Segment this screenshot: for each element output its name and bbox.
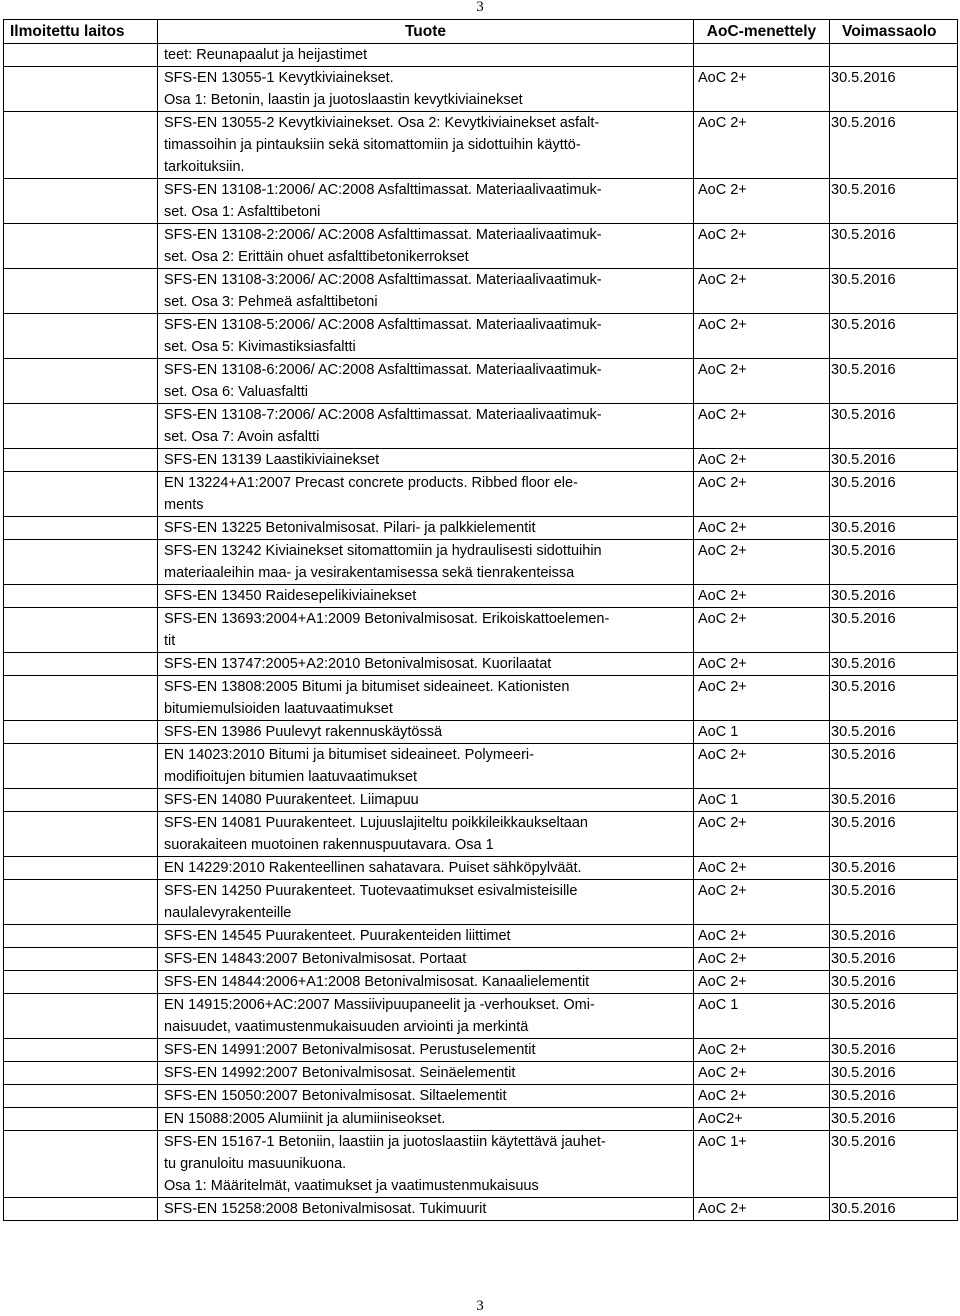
tuote-cell xyxy=(158,1198,694,1221)
tuote-cell xyxy=(158,676,694,721)
tuote-line: set. Osa 6: Valuasfaltti xyxy=(164,384,308,400)
laitos-cell xyxy=(4,359,158,404)
tuote-line: materiaaleihin maa- ja vesirakentamisessa sekä tienrakenteissa xyxy=(164,565,575,581)
aoc-cell: AoC 1 xyxy=(694,994,830,1039)
aoc-cell: AoC 2+ xyxy=(694,179,830,224)
table-row xyxy=(4,994,958,1039)
tuote-line: Osa 1: Määritelmät, vaatimukset ja vaatimustenmukaisuus xyxy=(164,1178,539,1194)
aoc-cell: AoC 2+ xyxy=(694,925,830,948)
tuote-line: SFS-EN 13108-7:2006/ AC:2008 Asfalttimassat. Materiaalivaatimuk- xyxy=(164,407,602,423)
aoc-cell: AoC 2+ xyxy=(694,540,830,585)
voimassaolo-cell: 30.5.2016 xyxy=(830,994,958,1039)
table-row xyxy=(4,1062,958,1085)
voimassaolo-cell: 30.5.2016 xyxy=(830,1062,958,1085)
tuote-line: SFS-EN 14992:2007 Betonivalmisosat. Seinäelementit xyxy=(164,1065,516,1081)
tuote-cell xyxy=(158,359,694,404)
aoc-cell: AoC 2+ xyxy=(694,269,830,314)
table-row xyxy=(4,179,958,224)
voimassaolo-cell: 30.5.2016 xyxy=(830,517,958,540)
voimassaolo-cell: 30.5.2016 xyxy=(830,112,958,179)
tuote-cell xyxy=(158,948,694,971)
tuote-line: SFS-EN 13108-6:2006/ AC:2008 Asfalttimassat. Materiaalivaatimuk- xyxy=(164,362,602,378)
tuote-line: SFS-EN 13225 Betonivalmisosat. Pilari- ja palkkielementit xyxy=(164,520,536,536)
laitos-cell xyxy=(4,608,158,653)
laitos-cell xyxy=(4,472,158,517)
tuote-cell xyxy=(158,857,694,880)
tuote-line: set. Osa 5: Kivimastiksiasfaltti xyxy=(164,339,356,355)
voimassaolo-cell: 30.5.2016 xyxy=(830,540,958,585)
header-laitos: Ilmoitettu laitos xyxy=(4,20,158,44)
tuote-cell xyxy=(158,721,694,744)
voimassaolo-cell: 30.5.2016 xyxy=(830,1039,958,1062)
tuote-line: SFS-EN 14081 Puurakenteet. Lujuuslajiteltu poikkileikkaukseltaan xyxy=(164,815,588,831)
laitos-cell xyxy=(4,1039,158,1062)
aoc-cell: AoC 2+ xyxy=(694,857,830,880)
aoc-cell: AoC 2+ xyxy=(694,224,830,269)
tuote-line: teet: Reunapaalut ja heijastimet xyxy=(164,47,368,63)
tuote-cell xyxy=(158,812,694,857)
voimassaolo-cell: 30.5.2016 xyxy=(830,676,958,721)
tuote-cell xyxy=(158,1131,694,1198)
aoc-cell: AoC 1 xyxy=(694,721,830,744)
tuote-line: SFS-EN 13055-1 Kevytkiviainekset. xyxy=(164,70,394,86)
aoc-cell: AoC 2+ xyxy=(694,112,830,179)
tuote-cell xyxy=(158,880,694,925)
aoc-cell: AoC 2+ xyxy=(694,948,830,971)
tuote-cell xyxy=(158,994,694,1039)
tuote-line: SFS-EN 14250 Puurakenteet. Tuotevaatimukset esivalmisteisille xyxy=(164,883,578,899)
voimassaolo-cell: 30.5.2016 xyxy=(830,472,958,517)
page-number-bottom: 3 xyxy=(476,1298,484,1314)
laitos-cell xyxy=(4,721,158,744)
tuote-line: SFS-EN 13055-2 Kevytkiviainekset. Osa 2: Kevytkiviainekset asfalt- xyxy=(164,115,600,131)
table-row xyxy=(4,789,958,812)
voimassaolo-cell: 30.5.2016 xyxy=(830,67,958,112)
voimassaolo-cell: 30.5.2016 xyxy=(830,314,958,359)
tuote-line: timassoihin ja pintauksiin sekä sitomattomiin ja sidottuihin käyttö- xyxy=(164,137,581,153)
voimassaolo-cell: 30.5.2016 xyxy=(830,789,958,812)
table-row xyxy=(4,880,958,925)
aoc-cell xyxy=(694,44,830,67)
tuote-cell xyxy=(158,971,694,994)
table-row xyxy=(4,1085,958,1108)
tuote-cell xyxy=(158,925,694,948)
voimassaolo-cell: 30.5.2016 xyxy=(830,812,958,857)
tuote-line: SFS-EN 13450 Raidesepelikiviainekset xyxy=(164,588,417,604)
voimassaolo-cell: 30.5.2016 xyxy=(830,269,958,314)
aoc-cell: AoC 2+ xyxy=(694,608,830,653)
tuote-line: set. Osa 2: Erittäin ohuet asfalttibetonikerrokset xyxy=(164,249,469,265)
tuote-cell xyxy=(158,472,694,517)
aoc-cell: AoC 2+ xyxy=(694,1198,830,1221)
table-row xyxy=(4,44,958,67)
table-row xyxy=(4,404,958,449)
tuote-line: suorakaiteen muotoinen rakennuspuutavara. Osa 1 xyxy=(164,837,494,853)
tuote-line: SFS-EN 15167-1 Betoniin, laastiin ja juotoslaastiin käytettävä jauhet- xyxy=(164,1134,606,1150)
tuote-line: naulalevyrakenteille xyxy=(164,905,292,921)
aoc-cell: AoC 2+ xyxy=(694,971,830,994)
tuote-line: EN 13224+A1:2007 Precast concrete products. Ribbed floor ele- xyxy=(164,475,578,491)
aoc-cell: AoC 2+ xyxy=(694,472,830,517)
tuote-line: EN 14915:2006+AC:2007 Massiivipuupaneelit ja -verhoukset. Omi- xyxy=(164,997,595,1013)
tuote-line: SFS-EN 13986 Puulevyt rakennuskäytössä xyxy=(164,724,443,740)
laitos-cell xyxy=(4,948,158,971)
laitos-cell xyxy=(4,269,158,314)
laitos-cell xyxy=(4,653,158,676)
tuote-cell xyxy=(158,449,694,472)
tuote-line: SFS-EN 14991:2007 Betonivalmisosat. Perustuselementit xyxy=(164,1042,536,1058)
tuote-line: SFS-EN 13242 Kiviainekset sitomattomiin ja hydraulisesti sidottuihin xyxy=(164,543,602,559)
aoc-cell: AoC 2+ xyxy=(694,1039,830,1062)
tuote-line: modifioitujen bitumien laatuvaatimukset xyxy=(164,769,418,785)
aoc-cell: AoC 2+ xyxy=(694,585,830,608)
voimassaolo-cell: 30.5.2016 xyxy=(830,1108,958,1131)
voimassaolo-cell: 30.5.2016 xyxy=(830,179,958,224)
voimassaolo-cell: 30.5.2016 xyxy=(830,857,958,880)
tuote-cell xyxy=(158,404,694,449)
laitos-cell xyxy=(4,744,158,789)
voimassaolo-cell xyxy=(830,44,958,67)
tuote-cell xyxy=(158,1039,694,1062)
table-body xyxy=(4,44,958,1221)
table-row xyxy=(4,540,958,585)
laitos-cell xyxy=(4,1085,158,1108)
aoc-cell: AoC 2+ xyxy=(694,449,830,472)
laitos-cell xyxy=(4,857,158,880)
tuote-cell xyxy=(158,540,694,585)
tuote-line: SFS-EN 13139 Laastikiviainekset xyxy=(164,452,380,468)
tuote-line: set. Osa 7: Avoin asfaltti xyxy=(164,429,320,445)
laitos-cell xyxy=(4,880,158,925)
tuote-line: SFS-EN 13108-1:2006/ AC:2008 Asfalttimassat. Materiaalivaatimuk- xyxy=(164,182,602,198)
tuote-cell xyxy=(158,653,694,676)
voimassaolo-cell: 30.5.2016 xyxy=(830,359,958,404)
laitos-cell xyxy=(4,994,158,1039)
tuote-cell xyxy=(158,1062,694,1085)
tuote-line: bitumiemulsioiden laatuvaatimukset xyxy=(164,701,393,717)
tuote-line: EN 15088:2005 Alumiinit ja alumiiniseokset. xyxy=(164,1111,446,1127)
table-row xyxy=(4,472,958,517)
aoc-cell: AoC 2+ xyxy=(694,67,830,112)
tuote-cell xyxy=(158,224,694,269)
voimassaolo-cell: 30.5.2016 xyxy=(830,585,958,608)
laitos-cell xyxy=(4,404,158,449)
laitos-cell xyxy=(4,449,158,472)
voimassaolo-cell: 30.5.2016 xyxy=(830,721,958,744)
table-row xyxy=(4,224,958,269)
aoc-cell: AoC 2+ xyxy=(694,314,830,359)
voimassaolo-cell: 30.5.2016 xyxy=(830,1085,958,1108)
tuote-line: naisuudet, vaatimustenmukaisuuden arviointi ja merkintä xyxy=(164,1019,529,1035)
tuote-line: Osa 1: Betonin, laastin ja juotoslaastin kevytkiviainekset xyxy=(164,92,523,108)
aoc-cell: AoC 2+ xyxy=(694,812,830,857)
table-row xyxy=(4,653,958,676)
header-voimassaolo: Voimassaolo xyxy=(830,20,958,44)
tuote-line: SFS-EN 14080 Puurakenteet. Liimapuu xyxy=(164,792,419,808)
laitos-cell xyxy=(4,925,158,948)
tuote-line: SFS-EN 14843:2007 Betonivalmisosat. Portaat xyxy=(164,951,467,967)
tuote-line: tarkoituksiin. xyxy=(164,159,245,175)
tuote-cell xyxy=(158,314,694,359)
aoc-cell: AoC 2+ xyxy=(694,1085,830,1108)
tuote-line: tit xyxy=(164,633,176,649)
voimassaolo-cell: 30.5.2016 xyxy=(830,744,958,789)
tuote-line: EN 14229:2010 Rakenteellinen sahatavara. Puiset sähköpylväät. xyxy=(164,860,582,876)
table-row xyxy=(4,449,958,472)
aoc-cell: AoC 2+ xyxy=(694,653,830,676)
laitos-cell xyxy=(4,1062,158,1085)
table-header-row xyxy=(4,20,958,44)
page-number-top: 3 xyxy=(476,0,484,15)
tuote-cell xyxy=(158,608,694,653)
table-row xyxy=(4,1198,958,1221)
table-row xyxy=(4,812,958,857)
tuote-line: SFS-EN 13108-5:2006/ AC:2008 Asfalttimassat. Materiaalivaatimuk- xyxy=(164,317,602,333)
table-row xyxy=(4,359,958,404)
aoc-cell: AoC 2+ xyxy=(694,404,830,449)
laitos-cell xyxy=(4,676,158,721)
tuote-line: set. Osa 1: Asfalttibetoni xyxy=(164,204,321,220)
table-row xyxy=(4,971,958,994)
tuote-line: SFS-EN 15258:2008 Betonivalmisosat. Tukimuurit xyxy=(164,1201,487,1217)
table-row xyxy=(4,721,958,744)
aoc-cell: AoC 2+ xyxy=(694,880,830,925)
voimassaolo-cell: 30.5.2016 xyxy=(830,449,958,472)
laitos-cell xyxy=(4,789,158,812)
tuote-cell xyxy=(158,585,694,608)
tuote-line: tu granuloitu masuunikuona. xyxy=(164,1156,347,1172)
tuote-line: ments xyxy=(164,497,204,513)
aoc-cell: AoC 2+ xyxy=(694,676,830,721)
tuote-line: EN 14023:2010 Bitumi ja bitumiset sideaineet. Polymeeri- xyxy=(164,747,534,763)
laitos-cell xyxy=(4,112,158,179)
aoc-cell: AoC 2+ xyxy=(694,359,830,404)
voimassaolo-cell: 30.5.2016 xyxy=(830,653,958,676)
table-row xyxy=(4,67,958,112)
tuote-cell xyxy=(158,44,694,67)
table-row xyxy=(4,948,958,971)
header-tuote: Tuote xyxy=(158,20,694,44)
laitos-cell xyxy=(4,179,158,224)
tuote-cell xyxy=(158,112,694,179)
tuote-cell xyxy=(158,179,694,224)
table-row xyxy=(4,925,958,948)
tuote-line: SFS-EN 14844:2006+A1:2008 Betonivalmisosat. Kanaalielementit xyxy=(164,974,590,990)
table-row xyxy=(4,608,958,653)
laitos-cell xyxy=(4,1198,158,1221)
laitos-cell xyxy=(4,1131,158,1198)
laitos-cell xyxy=(4,314,158,359)
tuote-cell xyxy=(158,789,694,812)
tuote-line: SFS-EN 13108-2:2006/ AC:2008 Asfalttimassat. Materiaalivaatimuk- xyxy=(164,227,602,243)
tuote-cell xyxy=(158,269,694,314)
laitos-cell xyxy=(4,971,158,994)
table-row xyxy=(4,676,958,721)
laitos-cell xyxy=(4,812,158,857)
table-row xyxy=(4,1039,958,1062)
certification-table xyxy=(3,19,958,1221)
table-row xyxy=(4,744,958,789)
aoc-cell: AoC 2+ xyxy=(694,517,830,540)
laitos-cell xyxy=(4,224,158,269)
voimassaolo-cell: 30.5.2016 xyxy=(830,404,958,449)
aoc-cell: AoC 1+ xyxy=(694,1131,830,1198)
tuote-cell xyxy=(158,67,694,112)
voimassaolo-cell: 30.5.2016 xyxy=(830,880,958,925)
voimassaolo-cell: 30.5.2016 xyxy=(830,224,958,269)
tuote-line: SFS-EN 13747:2005+A2:2010 Betonivalmisosat. Kuorilaatat xyxy=(164,656,552,672)
tuote-line: SFS-EN 13108-3:2006/ AC:2008 Asfalttimassat. Materiaalivaatimuk- xyxy=(164,272,602,288)
aoc-cell: AoC 2+ xyxy=(694,744,830,789)
laitos-cell xyxy=(4,1108,158,1131)
laitos-cell xyxy=(4,67,158,112)
laitos-cell xyxy=(4,44,158,67)
tuote-cell xyxy=(158,517,694,540)
table-row xyxy=(4,585,958,608)
header-aoc: AoC-menettely xyxy=(694,20,830,44)
table-row xyxy=(4,1131,958,1198)
voimassaolo-cell: 30.5.2016 xyxy=(830,925,958,948)
voimassaolo-cell: 30.5.2016 xyxy=(830,1131,958,1198)
laitos-cell xyxy=(4,585,158,608)
laitos-cell xyxy=(4,540,158,585)
tuote-cell xyxy=(158,1085,694,1108)
tuote-line: SFS-EN 13808:2005 Bitumi ja bitumiset sideaineet. Kationisten xyxy=(164,679,570,695)
aoc-cell: AoC 1 xyxy=(694,789,830,812)
table-row xyxy=(4,112,958,179)
tuote-line: SFS-EN 13693:2004+A1:2009 Betonivalmisosat. Erikoiskattoelemen- xyxy=(164,611,610,627)
aoc-cell: AoC 2+ xyxy=(694,1062,830,1085)
voimassaolo-cell: 30.5.2016 xyxy=(830,948,958,971)
tuote-line: set. Osa 3: Pehmeä asfalttibetoni xyxy=(164,294,378,310)
table-row xyxy=(4,314,958,359)
tuote-cell xyxy=(158,744,694,789)
tuote-cell xyxy=(158,1108,694,1131)
laitos-cell xyxy=(4,517,158,540)
table-row xyxy=(4,269,958,314)
tuote-line: SFS-EN 15050:2007 Betonivalmisosat. Siltaelementit xyxy=(164,1088,507,1104)
voimassaolo-cell: 30.5.2016 xyxy=(830,1198,958,1221)
voimassaolo-cell: 30.5.2016 xyxy=(830,971,958,994)
aoc-cell: AoC2+ xyxy=(694,1108,830,1131)
table-row xyxy=(4,517,958,540)
table-row xyxy=(4,857,958,880)
voimassaolo-cell: 30.5.2016 xyxy=(830,608,958,653)
table-row xyxy=(4,1108,958,1131)
tuote-line: SFS-EN 14545 Puurakenteet. Puurakenteiden liittimet xyxy=(164,928,511,944)
